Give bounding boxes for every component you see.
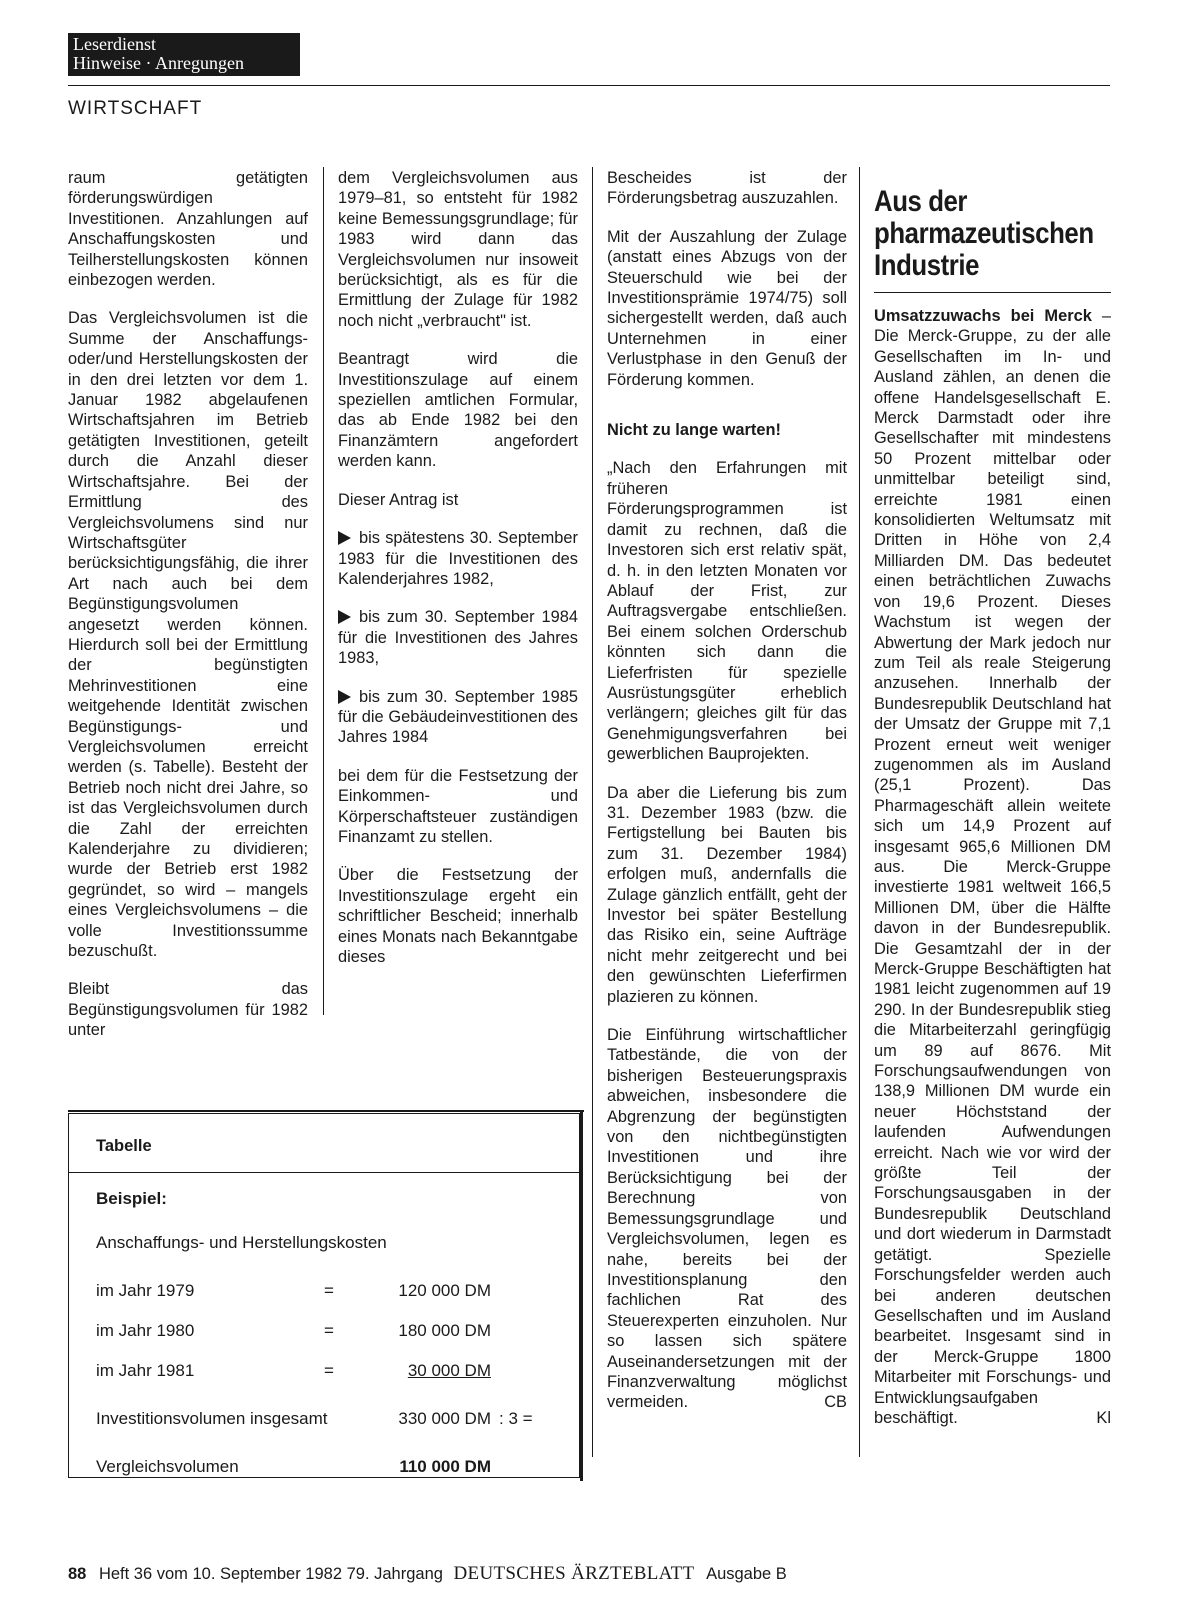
bullet-item: bis zum 30. September 1984 für die Investitionen des Jahres 1983, [338,608,578,668]
paragraph: Bleibt das Begünstigungsvolumen für 1982 unter [68,980,308,1040]
paragraph: Bescheides ist der Förderungsbetrag auszuzahlen. [607,169,847,208]
paragraph: dem Vergleichsvolumen aus 1979–81, so entsteht für 1982 keine Bemessungsgrundlage; für 1983 wird dann das Vergleichsvolumen nur insoweit berücksichtigt, als es für die Ermittlung der Zulage für 1982 noch nicht „verbraucht" ist. [338,169,578,330]
badge-line-2: Hinweise · Anregungen [73,53,244,73]
article-column-1 [68,168,308,1041]
table-heading: Anschaffungs- und Herstellungskosten [96,1233,387,1252]
paragraph: Das Vergleichsvolumen ist die Summe der Anschaffungs- oder/und Herstellungskosten der in den drei letzten vor dem 1. Januar 1982 abgelaufenen Wirtschaftsjahren im Betrieb getätigten Investitionen, geteilt durch die Anzahl dieser Wirtschaftsjahre. Bei der Ermittlung des Vergleichsvolumens sind nur Wirtschaftsgüter berücksichtigungsfähig, die ihrer Art nach auch bei dem Begünstigungsvolumen angesetzt werden können. Hierdurch soll bei der Ermittlung der begünstigten Mehrinvestitionen eine weitgehende Identität zwischen Begünstigungs- und Vergleichsvolumen erreicht werden (s. Tabelle). Besteht der Betrieb noch nicht drei Jahre, so ist das Vergleichsvolumen durch die Zahl der erreichten Kalenderjahre zu dividieren; wurde der Betrieb erst 1982 gegründet, so wird – mangels eines Vergleichsvolumens – die volle Investitionssumme bezuschußt. [68,309,308,961]
row-label: im Jahr 1979 [96,1281,195,1300]
article-column-3 [607,168,847,1413]
paragraph: Mit der Auszahlung der Zulage (anstatt eines Abzugs von der Steuerschuld wie bei der Investitionsprämie 1974/75) soll sichergestellt werden, daß auch Unternehmen in einer Verlustphase in den Genuß der Förderung kommen. [607,227,847,389]
paragraph: Umsatzzuwachs bei Merck – Die Merck-Gruppe, zu der alle Gesellschaften im In- und Ausland zählen, an denen die offene Handelsgesellschaft E. Merck Darmstadt oder ihre Gesellschafter mit mindestens 50 Prozent mittelbar oder unmittelbar beteiligt sind, erreichte 1981 einen konsolidierten Weltumsatz mit Dritten in Höhe von 2,4 Milliarden DM. Das bedeutet einen beträchtlichen Zuwachs von 19,6 Prozent. Dieses Wachstum ist wegen der Abwertung der Mark jedoch nur zum Teil als reale Steigerung anzusehen. Innerhalb der Bundesrepublik Deutschland hat der Umsatz der Gruppe mit 7,1 Prozent erneut weit weniger zugenommen als im Ausland (25,1 Prozent). Das Pharmageschäft allein weitete sich um 14,9 Prozent auf insgesamt 965,6 Millionen DM aus. Die Merck-Gruppe investierte 1981 weltweit 166,5 Millionen DM, über die Hälfte davon in der Bundesrepublik. Die Gesamtzahl der in der Merck-Gruppe Beschäftigten hat 1981 leicht zugenommen auf 19 290. In der Bundesrepublik stieg die Mitarbeiterzahl geringfügig um 89 auf 8676. Mit Forschungsaufwendungen von 138,9 Millionen DM wurde ein neuer Höchststand der laufenden Aufwendungen erreicht. Nach wie vor wird der größte Teil der Forschungsausgaben in der Bundesrepublik Deutschland und dort wiederum in Darmstadt getätigt. Spezielle Forschungsfelder werden auch bei anderen deutschen Gesellschaften und im Ausland bearbeitet. Insgesamt sind in der Merck-Gruppe 1800 Mitarbeiter mit Forschungs- und Entwicklungsaufgaben beschäftigt. Kl [874,307,1111,1427]
paragraph: bei dem für die Festsetzung der Einkommen- und Körperschaftsteuer zuständigen Finanzamt zu stellen. [338,766,578,846]
lead-heading: Umsatzzuwachs bei Merck [874,307,1092,325]
paragraph: Beantragt wird die Investitionszulage auf einem speziellen amtlichen Formular, das ab Ende 1982 bei den Finanzämtern angefordert werden kann. [338,350,578,471]
triangle-bullet-icon [338,690,351,704]
table-divider [69,1172,579,1173]
table-border-right [580,1110,583,1481]
paragraph: „Nach den Erfahrungen mit früheren Förderungsprogrammen ist damit zu rechnen, daß die Investoren sich erst relativ spät, d. h. in den letzten Monaten vor Ablauf der Frist, zur Auftragsvergabe entschließen. Bei einem solchen Orderschub könnten sich dann die Lieferfristen für spezielle Ausrüstungsgüter erheblich verlängern; gleiches gilt für das Genehmigungsverfahren bei gewerblichen Bauprojekten. [607,459,847,764]
issue-info: Heft 36 vom 10. September 1982 79. Jahrgang [98,1565,443,1583]
article-column-4 [874,306,1111,1428]
section-badge [68,33,300,76]
author-initials: CB [824,1393,847,1412]
bullet-item: bis zum 30. September 1985 für die Gebäudeinvestitionen des Jahres 1984 [338,687,578,747]
row-operator: = [324,1321,334,1340]
total-divisor: : 3 = [499,1409,533,1428]
row-operator: = [324,1361,334,1380]
total-label: Investitionsvolumen insgesamt [96,1409,328,1428]
author-initials: Kl [1096,1408,1111,1427]
triangle-bullet-icon [338,610,351,624]
column-divider [859,167,860,1457]
result-label: Vergleichsvolumen [96,1457,239,1476]
table-title: Tabelle [96,1137,152,1155]
table-subtitle: Beispiel: [96,1189,167,1208]
section-title: WIRTSCHAFT [68,98,203,119]
paragraph: Dieser Antrag ist [338,490,459,509]
row-label: im Jahr 1981 [96,1361,195,1380]
paragraph: Da aber die Lieferung bis zum 31. Dezember 1983 (bzw. die Fertigstellung bei Bauten bis zum 31. Dezember 1984) erfolgen muß, andernfalls die Zulage gänzlich entfällt, geht der Investor bei später Bestellung das Risiko ein, seine Aufträge nicht mehr zeitgerecht und bei den gewünschten Lieferfirmen plazieren zu können. [607,783,847,1006]
page-number: 88 [68,1565,87,1583]
subheading: Nicht zu lange warten! [607,421,781,440]
magazine-name: DEUTSCHES ÄRZTEBLATT [453,1563,695,1584]
column-divider [592,167,593,1457]
column-divider [323,167,324,1015]
bullet-item: bis spätestens 30. September 1983 für die Investitionen des Kalenderjahres 1982, [338,529,578,588]
paragraph: raum getätigten förderungswürdigen Investitionen. Anzahlungen auf Anschaffungskosten und Teilherstellungskosten können einbezogen werden. [68,169,308,290]
paragraph: Über die Festsetzung der Investitionszulage ergeht ein schriftlicher Bescheid; innerhalb eines Monats nach Bekanntgabe dieses [338,866,578,966]
row-value: 180 000 DM [398,1321,491,1340]
header-rule [68,85,1110,86]
page-footer [68,1563,787,1585]
article-column-2 [338,168,578,967]
row-operator: = [324,1281,334,1300]
row-value: 120 000 DM [398,1281,491,1300]
triangle-bullet-icon [338,531,351,545]
paragraph: Die Einführung wirtschaftlicher Tatbestände, die von der bisherigen Besteuerungspraxis abweichen, insbesondere die Abgrenzung der begünstigten von den nichtbegünstigten Investitionen und ihre Berücksichtigung bei der Berechnung von Bemessungsgrundlage und Vergleichsvolumen, legen es nahe, bereits bei der Investitionsplanung den fachlichen Rat des Steuerexperten einzuholen. Nur so lassen sich spätere Auseinandersetzungen mit der Finanzverwaltung möglichst vermeiden. CB [607,1026,847,1412]
result-value: 110 000 DM [399,1457,491,1476]
box-title-rule [874,292,1111,293]
table-border-top [68,1110,584,1112]
row-value: 30 000 DM [407,1361,491,1380]
box-title: Aus der pharmazeutischen Industrie [874,185,1094,282]
badge-line-1: Leserdienst [73,34,156,54]
edition: Ausgabe B [706,1565,787,1583]
total-value: 330 000 DM [398,1409,491,1428]
row-label: im Jahr 1980 [96,1321,195,1340]
